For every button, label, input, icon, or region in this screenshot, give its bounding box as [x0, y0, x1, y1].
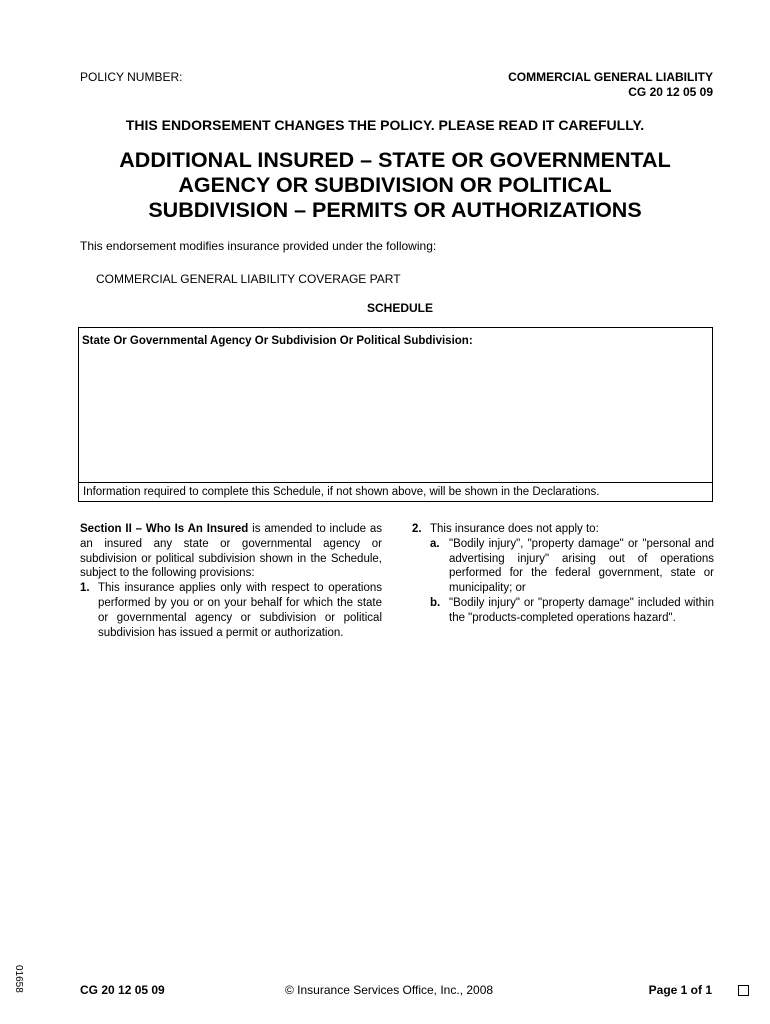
provision-2-text: This insurance does not apply to: — [430, 523, 599, 535]
provision-2a-text: "Bodily injury", "property damage" or "personal and advertising injury" arising out of operations performed for the federal government, state or municipality; or — [449, 537, 714, 595]
provision-2a — [412, 537, 714, 596]
right-column — [412, 522, 714, 626]
section-intro-text: is amended to include as an insured any state or governmental agency or subdivision or political subdivision shown in the Schedule, subject to the following provisions: — [80, 523, 382, 580]
side-code: 01658 — [13, 965, 24, 993]
left-column — [80, 522, 382, 640]
checkbox-icon[interactable] — [738, 985, 749, 996]
section-intro — [80, 522, 382, 581]
title-line-1: ADDITIONAL INSURED – STATE OR GOVERNMENTAL — [119, 148, 671, 172]
provision-1-text: This insurance applies only with respect to operations performed by you or on your behalf for which the state or governmental agency or subdivision or political subdivision has issued a permit or authorization. — [98, 582, 382, 639]
provision-2b-text: "Bodily injury" or "property damage" included within the "products-completed operations hazard". — [449, 596, 714, 624]
schedule-heading: SCHEDULE — [366, 301, 433, 315]
provision-1-number: 1. — [80, 582, 90, 595]
header-right — [508, 70, 713, 100]
schedule-box — [78, 327, 713, 483]
modifies-statement: This endorsement modifies insurance provided under the following: — [80, 239, 437, 253]
provision-2b — [412, 596, 714, 626]
title-line-3: SUBDIVISION – PERMITS OR AUTHORIZATIONS — [148, 198, 642, 222]
provision-1 — [80, 581, 382, 640]
footer-copyright: © Insurance Services Office, Inc., 2008 — [285, 983, 494, 997]
endorsement-notice: THIS ENDORSEMENT CHANGES THE POLICY. PLEASE READ IT CAREFULLY. — [125, 117, 645, 133]
footer-form-number: CG 20 12 05 09 — [80, 983, 165, 997]
schedule-info-row — [78, 483, 713, 502]
coverage-part: COMMERCIAL GENERAL LIABILITY COVERAGE PART — [96, 272, 401, 286]
schedule-field-label: State Or Governmental Agency Or Subdivision Or Political Subdivision: — [82, 335, 473, 347]
footer-page-number: Page 1 of 1 — [648, 983, 712, 997]
line-of-business: COMMERCIAL GENERAL LIABILITY — [508, 70, 713, 84]
provision-2b-letter: b. — [430, 596, 441, 609]
title-line-2: AGENCY OR SUBDIVISION OR POLITICAL — [178, 173, 612, 197]
schedule-info-text: Information required to complete this Schedule, if not shown above, will be shown in the Declarations. — [83, 486, 600, 498]
page-title — [60, 148, 730, 223]
provision-2 — [412, 522, 714, 537]
header-form-number: CG 20 12 05 09 — [628, 85, 713, 99]
section-intro-heading: Section II – Who Is An Insured — [80, 523, 249, 535]
provision-2a-letter: a. — [430, 537, 440, 550]
provision-2-number: 2. — [412, 523, 422, 535]
policy-number-label: POLICY NUMBER: — [80, 70, 183, 84]
